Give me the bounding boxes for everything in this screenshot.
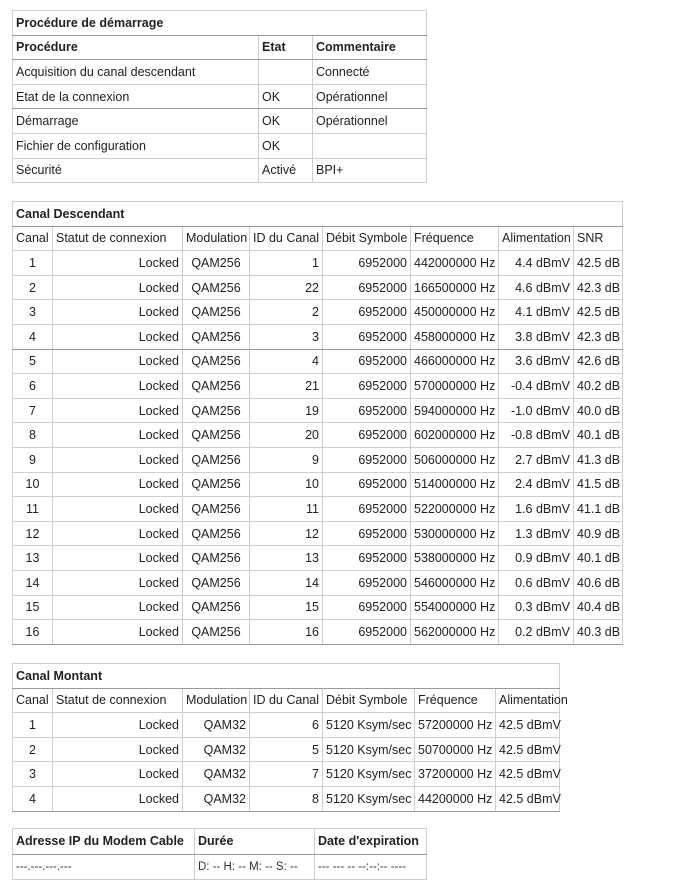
channel-number: 3 xyxy=(13,300,53,325)
connection-status: Locked xyxy=(53,497,183,522)
symbol-rate: 5120 Ksym/sec xyxy=(323,737,415,762)
downstream-rows xyxy=(13,251,623,645)
startup-table xyxy=(12,10,427,183)
channel-number: 8 xyxy=(13,423,53,448)
modulation: QAM256 xyxy=(183,447,250,472)
frequency: 450000000 Hz xyxy=(411,300,499,325)
table-row xyxy=(13,349,623,374)
upstream-header: ID du Canal xyxy=(250,688,323,713)
table-row xyxy=(13,570,623,595)
channel-id: 16 xyxy=(250,620,323,645)
downstream-header: Débit Symbole xyxy=(323,226,411,251)
modulation: QAM256 xyxy=(183,324,250,349)
channel-number: 4 xyxy=(13,324,53,349)
snr-value: 42.5 dB xyxy=(574,251,623,276)
power-level: 42.5 dBmV xyxy=(496,786,560,811)
ip-header-duration: Durée xyxy=(195,829,315,855)
startup-header-procedure: Procédure xyxy=(13,35,259,60)
power-level: 0.9 dBmV xyxy=(499,546,574,571)
ip-table xyxy=(12,828,427,880)
frequency: 594000000 Hz xyxy=(411,398,499,423)
modulation: QAM256 xyxy=(183,497,250,522)
symbol-rate: 6952000 xyxy=(323,349,411,374)
modulation: QAM32 xyxy=(183,762,250,787)
modulation: QAM256 xyxy=(183,275,250,300)
symbol-rate: 5120 Ksym/sec xyxy=(323,786,415,811)
power-level: 2.4 dBmV xyxy=(499,472,574,497)
connection-status: Locked xyxy=(53,398,183,423)
power-level: 0.2 dBmV xyxy=(499,620,574,645)
connection-status: Locked xyxy=(53,570,183,595)
downstream-header: Alimentation xyxy=(499,226,574,251)
upstream-table xyxy=(12,663,568,812)
symbol-rate: 6952000 xyxy=(323,300,411,325)
frequency: 506000000 Hz xyxy=(411,447,499,472)
startup-comment: BPI+ xyxy=(313,158,427,183)
channel-id: 20 xyxy=(250,423,323,448)
frequency: 554000000 Hz xyxy=(411,595,499,620)
snr-value: 40.2 dB xyxy=(574,374,623,399)
frequency: 50700000 Hz xyxy=(415,737,496,762)
downstream-header: Fréquence xyxy=(411,226,499,251)
channel-number: 2 xyxy=(13,275,53,300)
channel-id: 10 xyxy=(250,472,323,497)
channel-id: 11 xyxy=(250,497,323,522)
symbol-rate: 6952000 xyxy=(323,398,411,423)
snr-value: 42.3 dB xyxy=(574,324,623,349)
upstream-header: Canal xyxy=(13,688,53,713)
modulation: QAM256 xyxy=(183,349,250,374)
power-level: 1.3 dBmV xyxy=(499,521,574,546)
channel-id: 21 xyxy=(250,374,323,399)
frequency: 538000000 Hz xyxy=(411,546,499,571)
connection-status: Locked xyxy=(53,324,183,349)
symbol-rate: 6952000 xyxy=(323,546,411,571)
downstream-header: Modulation xyxy=(183,226,250,251)
startup-state: OK xyxy=(259,133,313,158)
table-row xyxy=(13,60,427,85)
table-row xyxy=(13,620,623,645)
table-row xyxy=(13,472,623,497)
modulation: QAM256 xyxy=(183,620,250,645)
channel-id: 1 xyxy=(250,251,323,276)
snr-value: 41.3 dB xyxy=(574,447,623,472)
modulation: QAM256 xyxy=(183,521,250,546)
frequency: 602000000 Hz xyxy=(411,423,499,448)
channel-id: 4 xyxy=(250,349,323,374)
table-row xyxy=(13,546,623,571)
table-row xyxy=(13,84,427,109)
channel-id: 14 xyxy=(250,570,323,595)
connection-status: Locked xyxy=(53,349,183,374)
startup-procedure: Démarrage xyxy=(13,109,259,134)
modulation: QAM32 xyxy=(183,786,250,811)
channel-id: 19 xyxy=(250,398,323,423)
startup-state xyxy=(259,60,313,85)
startup-procedure: Etat de la connexion xyxy=(13,84,259,109)
modulation: QAM256 xyxy=(183,472,250,497)
channel-number: 15 xyxy=(13,595,53,620)
power-level: 3.6 dBmV xyxy=(499,349,574,374)
startup-comment xyxy=(313,133,427,158)
modulation: QAM256 xyxy=(183,546,250,571)
connection-status: Locked xyxy=(53,762,183,787)
channel-number: 11 xyxy=(13,497,53,522)
symbol-rate: 6952000 xyxy=(323,521,411,546)
channel-number: 16 xyxy=(13,620,53,645)
snr-value: 40.9 dB xyxy=(574,521,623,546)
channel-number: 10 xyxy=(13,472,53,497)
frequency: 570000000 Hz xyxy=(411,374,499,399)
snr-value: 40.3 dB xyxy=(574,620,623,645)
power-level: -0.8 dBmV xyxy=(499,423,574,448)
connection-status: Locked xyxy=(53,546,183,571)
symbol-rate: 6952000 xyxy=(323,595,411,620)
table-row xyxy=(13,713,560,738)
channel-number: 5 xyxy=(13,349,53,374)
connection-status: Locked xyxy=(53,620,183,645)
symbol-rate: 6952000 xyxy=(323,251,411,276)
connection-status: Locked xyxy=(53,595,183,620)
frequency: 466000000 Hz xyxy=(411,349,499,374)
startup-procedure: Sécurité xyxy=(13,158,259,183)
channel-id: 15 xyxy=(250,595,323,620)
frequency: 44200000 Hz xyxy=(415,786,496,811)
channel-id: 8 xyxy=(250,786,323,811)
connection-status: Locked xyxy=(53,713,183,738)
startup-state: Activé xyxy=(259,158,313,183)
upstream-header: Alimentation xyxy=(496,688,560,713)
symbol-rate: 6952000 xyxy=(323,275,411,300)
modulation: QAM256 xyxy=(183,595,250,620)
lease-duration-value: D: -- H: -- M: -- S: -- xyxy=(195,854,315,880)
table-row xyxy=(13,737,560,762)
symbol-rate: 6952000 xyxy=(323,447,411,472)
frequency: 37200000 Hz xyxy=(415,762,496,787)
downstream-header: ID du Canal xyxy=(250,226,323,251)
channel-id: 12 xyxy=(250,521,323,546)
modulation: QAM256 xyxy=(183,374,250,399)
table-row xyxy=(13,374,623,399)
upstream-header: Débit Symbole xyxy=(323,688,415,713)
connection-status: Locked xyxy=(53,374,183,399)
table-row xyxy=(13,109,427,134)
power-level: 2.7 dBmV xyxy=(499,447,574,472)
channel-id: 3 xyxy=(250,324,323,349)
table-row xyxy=(13,497,623,522)
ip-header-expiration: Date d'expiration xyxy=(315,829,427,855)
symbol-rate: 6952000 xyxy=(323,324,411,349)
frequency: 458000000 Hz xyxy=(411,324,499,349)
channel-number: 6 xyxy=(13,374,53,399)
symbol-rate: 6952000 xyxy=(323,497,411,522)
upstream-rows xyxy=(13,713,560,811)
startup-header-comment: Commentaire xyxy=(313,35,427,60)
channel-number: 13 xyxy=(13,546,53,571)
connection-status: Locked xyxy=(53,521,183,546)
startup-comment: Opérationnel xyxy=(313,109,427,134)
power-level: 42.5 dBmV xyxy=(496,762,560,787)
table-row xyxy=(13,275,623,300)
frequency: 57200000 Hz xyxy=(415,713,496,738)
snr-value: 40.6 dB xyxy=(574,570,623,595)
channel-number: 1 xyxy=(13,251,53,276)
snr-value: 41.5 dB xyxy=(574,472,623,497)
symbol-rate: 6952000 xyxy=(323,374,411,399)
symbol-rate: 6952000 xyxy=(323,620,411,645)
downstream-header: Statut de connexion xyxy=(53,226,183,251)
snr-value: 42.5 dB xyxy=(574,300,623,325)
channel-id: 22 xyxy=(250,275,323,300)
power-level: -1.0 dBmV xyxy=(499,398,574,423)
modulation: QAM256 xyxy=(183,570,250,595)
startup-state: OK xyxy=(259,84,313,109)
snr-value: 40.4 dB xyxy=(574,595,623,620)
snr-value: 42.6 dB xyxy=(574,349,623,374)
startup-comment: Opérationnel xyxy=(313,84,427,109)
downstream-header: SNR xyxy=(574,226,623,251)
startup-state: OK xyxy=(259,109,313,134)
expiration-date-value: --- --- -- --:--:-- ---- xyxy=(315,854,427,880)
power-level: 1.6 dBmV xyxy=(499,497,574,522)
symbol-rate: 6952000 xyxy=(323,423,411,448)
upstream-caption: Canal Montant xyxy=(13,664,560,689)
snr-value: 41.1 dB xyxy=(574,497,623,522)
modulation: QAM32 xyxy=(183,713,250,738)
frequency: 522000000 Hz xyxy=(411,497,499,522)
modulation: QAM256 xyxy=(183,423,250,448)
power-level: -0.4 dBmV xyxy=(499,374,574,399)
connection-status: Locked xyxy=(53,786,183,811)
channel-number: 7 xyxy=(13,398,53,423)
upstream-header: Modulation xyxy=(183,688,250,713)
connection-status: Locked xyxy=(53,300,183,325)
upstream-header: Fréquence xyxy=(415,688,496,713)
power-level: 3.8 dBmV xyxy=(499,324,574,349)
symbol-rate: 5120 Ksym/sec xyxy=(323,713,415,738)
channel-id: 2 xyxy=(250,300,323,325)
snr-value: 42.3 dB xyxy=(574,275,623,300)
table-row xyxy=(13,398,623,423)
frequency: 442000000 Hz xyxy=(411,251,499,276)
connection-status: Locked xyxy=(53,737,183,762)
modulation: QAM256 xyxy=(183,251,250,276)
power-level: 4.6 dBmV xyxy=(499,275,574,300)
channel-number: 4 xyxy=(13,786,53,811)
table-row xyxy=(13,423,623,448)
table-row xyxy=(13,762,560,787)
modulation: QAM32 xyxy=(183,737,250,762)
channel-number: 3 xyxy=(13,762,53,787)
connection-status: Locked xyxy=(53,447,183,472)
table-row xyxy=(13,447,623,472)
downstream-header: Canal xyxy=(13,226,53,251)
table-row xyxy=(13,786,560,811)
channel-number: 2 xyxy=(13,737,53,762)
frequency: 166500000 Hz xyxy=(411,275,499,300)
power-level: 0.6 dBmV xyxy=(499,570,574,595)
connection-status: Locked xyxy=(53,423,183,448)
table-row xyxy=(13,521,623,546)
channel-id: 7 xyxy=(250,762,323,787)
startup-procedure: Acquisition du canal descendant xyxy=(13,60,259,85)
table-row xyxy=(13,133,427,158)
snr-value: 40.1 dB xyxy=(574,423,623,448)
modulation: QAM256 xyxy=(183,398,250,423)
snr-value: 40.1 dB xyxy=(574,546,623,571)
frequency: 530000000 Hz xyxy=(411,521,499,546)
startup-procedure: Fichier de configuration xyxy=(13,133,259,158)
symbol-rate: 6952000 xyxy=(323,570,411,595)
frequency: 514000000 Hz xyxy=(411,472,499,497)
power-level: 42.5 dBmV xyxy=(496,737,560,762)
power-level: 4.1 dBmV xyxy=(499,300,574,325)
table-row xyxy=(13,324,623,349)
symbol-rate: 5120 Ksym/sec xyxy=(323,762,415,787)
channel-number: 9 xyxy=(13,447,53,472)
startup-comment: Connecté xyxy=(313,60,427,85)
table-row xyxy=(13,300,623,325)
channel-id: 13 xyxy=(250,546,323,571)
connection-status: Locked xyxy=(53,472,183,497)
downstream-caption: Canal Descendant xyxy=(13,202,623,227)
modulation: QAM256 xyxy=(183,300,250,325)
channel-number: 12 xyxy=(13,521,53,546)
snr-value: 40.0 dB xyxy=(574,398,623,423)
channel-number: 14 xyxy=(13,570,53,595)
power-level: 4.4 dBmV xyxy=(499,251,574,276)
connection-status: Locked xyxy=(53,251,183,276)
channel-id: 6 xyxy=(250,713,323,738)
ip-address-value: ---.---.---.--- xyxy=(13,854,195,880)
startup-header-state: Etat xyxy=(259,35,313,60)
power-level: 0.3 dBmV xyxy=(499,595,574,620)
startup-caption: Procédure de démarrage xyxy=(13,11,427,36)
table-row xyxy=(13,251,623,276)
frequency: 546000000 Hz xyxy=(411,570,499,595)
ip-header-address: Adresse IP du Modem Cable xyxy=(13,829,195,855)
connection-status: Locked xyxy=(53,275,183,300)
channel-number: 1 xyxy=(13,713,53,738)
channel-id: 9 xyxy=(250,447,323,472)
downstream-table xyxy=(12,201,623,645)
upstream-header: Statut de connexion xyxy=(53,688,183,713)
power-level: 42.5 dBmV xyxy=(496,713,560,738)
table-row xyxy=(13,158,427,183)
symbol-rate: 6952000 xyxy=(323,472,411,497)
frequency: 562000000 Hz xyxy=(411,620,499,645)
channel-id: 5 xyxy=(250,737,323,762)
table-row xyxy=(13,595,623,620)
